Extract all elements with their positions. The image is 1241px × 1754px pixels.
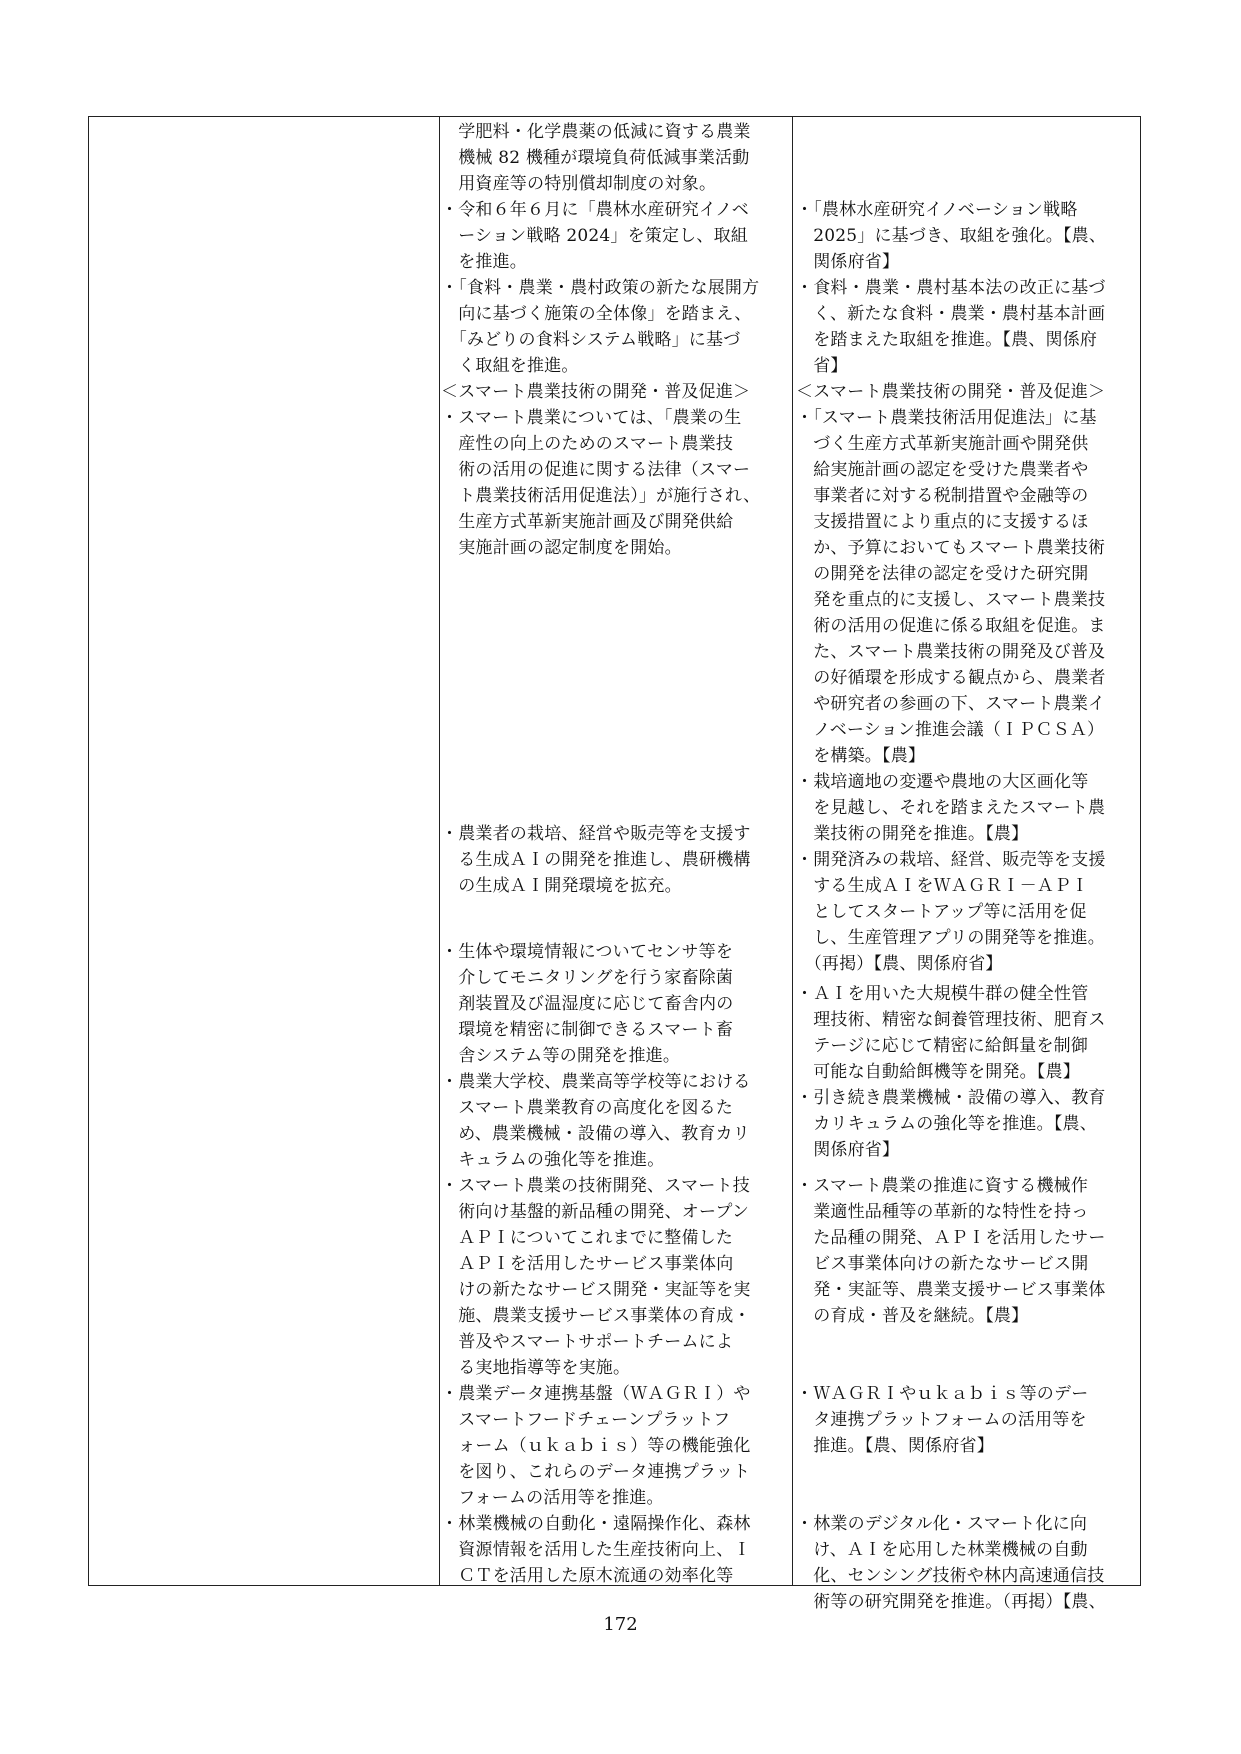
text-line: 術の活用の促進に関する法律（スマー xyxy=(441,460,751,480)
text-line: ・ＡＩを用いた大規模牛群の健全性管 xyxy=(796,984,1089,1004)
text-line: カリキュラムの強化等を推進。【農、 xyxy=(796,1114,1097,1134)
text-line: を推進。 xyxy=(441,252,527,272)
text-line: く取組を推進。 xyxy=(441,356,579,376)
text-line: 省】 xyxy=(796,356,848,376)
text-line: 学肥料・化学農薬の低減に資する農業 xyxy=(441,122,751,142)
text-line: ビス事業体向けの新たなサービス開 xyxy=(796,1254,1089,1274)
text-line: 剤装置及び温湿度に応じて畜舎内の xyxy=(441,994,734,1014)
text-line: 理技術、精密な飼養管理技術、肥育ス xyxy=(796,1010,1106,1030)
text-line: 術の活用の促進に係る取組を促進。ま xyxy=(796,616,1106,636)
text-line: 普及やスマートサポートチームによ xyxy=(441,1332,734,1352)
text-line: た、スマート農業技術の開発及び普及 xyxy=(796,642,1106,662)
text-line: た品種の開発、ＡＰＩを活用したサー xyxy=(796,1228,1106,1248)
text-line: 「みどりの食料システム戦略」に基づ xyxy=(441,330,741,350)
text-line: 向に基づく施策の全体像」を踏まえ、 xyxy=(441,304,752,324)
text-line: め、農業機械・設備の導入、教育カリ xyxy=(441,1124,750,1144)
page-number: 172 xyxy=(603,1614,638,1635)
text-line: 業技術の開発を推進。【農】 xyxy=(796,824,1029,844)
text-line: 実施計画の認定制度を開始。 xyxy=(441,538,682,558)
text-line: 業適性品種等の革新的な特性を持っ xyxy=(796,1202,1089,1222)
text-line: 給実施計画の認定を受けた農業者や xyxy=(796,460,1089,480)
column-divider xyxy=(439,117,440,1585)
text-line: か、予算においてもスマート農業技術 xyxy=(796,538,1106,558)
text-line: ノベーション推進会議（ＩＰＣＳＡ） xyxy=(796,720,1105,740)
text-line: く、新たな食料・農業・農村基本計画 xyxy=(796,304,1106,324)
text-line: ・農業大学校、農業高等学校等における xyxy=(441,1072,751,1092)
text-line: ・「スマート農業技術活用促進法」に基 xyxy=(796,408,1097,428)
text-line: を見越し、それを踏まえたスマート農 xyxy=(796,798,1106,818)
text-line: ・スマート農業については、「農業の生 xyxy=(441,408,742,428)
text-line: ・開発済みの栽培、経営、販売等を支援 xyxy=(796,850,1106,870)
text-line: ト農業技術活用促進法）」が施行され、 xyxy=(441,486,761,506)
text-line: 発・実証等、農業支援サービス事業体 xyxy=(796,1280,1106,1300)
text-line: ・ＷＡＧＲＩやｕｋａｂｉｓ等のデー xyxy=(796,1384,1089,1404)
text-line: を構築。【農】 xyxy=(796,746,926,766)
text-line: 環境を精密に制御できるスマート畜 xyxy=(441,1020,734,1040)
text-line: スマート農業教育の高度化を図るた xyxy=(441,1098,734,1118)
text-line: キュラムの強化等を推進。 xyxy=(441,1150,665,1170)
text-line: や研究者の参画の下、スマート農業イ xyxy=(796,694,1106,714)
text-line: ・生体や環境情報についてセンサ等を xyxy=(441,942,734,962)
text-line: 産性の向上のためのスマート農業技 xyxy=(441,434,734,454)
text-line: 発を重点的に支援し、スマート農業技 xyxy=(796,590,1106,610)
text-line: 事業者に対する税制措置や金融等の xyxy=(796,486,1089,506)
text-line: 介してモニタリングを行う家畜除菌 xyxy=(441,968,734,988)
text-line: ・農業者の栽培、経営や販売等を支援す xyxy=(441,824,751,844)
text-line: し、生産管理アプリの開発等を推進。 xyxy=(796,928,1105,948)
text-line: ォーム（ｕｋａｂｉｓ）等の機能強化 xyxy=(441,1436,751,1456)
text-line: け、ＡＩを応用した林業機械の自動 xyxy=(796,1540,1088,1560)
text-line: 術向け基盤的新品種の開発、オープン xyxy=(441,1202,750,1222)
text-line: 機械 82 機種が環境負荷低減事業活動 xyxy=(441,148,750,168)
text-line: 関係府省】 xyxy=(796,252,900,272)
text-line: の開発を法律の認定を受けた研究開 xyxy=(796,564,1089,584)
text-line: 支援措置により重点的に支援するほ xyxy=(796,512,1089,532)
text-line: する生成ＡＩをＷＡＧＲＩ－ＡＰＩ xyxy=(796,876,1089,896)
text-line: ーション戦略 2024」を策定し、取組 xyxy=(441,226,748,246)
document-table xyxy=(88,116,1141,1612)
text-line: ＣＴを活用した原木流通の効率化等 xyxy=(441,1566,734,1586)
text-line: ・スマート農業の技術開発、スマート技 xyxy=(441,1176,750,1196)
text-line: の育成・普及を継続。【農】 xyxy=(796,1306,1029,1326)
text-line: テージに応じて精密に給餌量を制御 xyxy=(796,1036,1089,1056)
text-line: 生産方式革新実施計画及び開発供給 xyxy=(441,512,734,532)
text-line: ＜スマート農業技術の開発・普及促進＞ xyxy=(441,382,751,402)
text-line: スマートフードチェーンプラットフ xyxy=(441,1410,731,1430)
text-line: 化、センシング技術や林内高速通信技 xyxy=(796,1566,1105,1586)
text-line: フォームの活用等を推進。 xyxy=(441,1488,664,1508)
text-line: ・栽培適地の変遷や農地の大区画化等 xyxy=(796,772,1089,792)
text-line: る実地指導等を実施。 xyxy=(441,1358,631,1378)
text-line: 2025」に基づき、取組を強化。【農、 xyxy=(796,226,1107,246)
text-line: 関係府省】 xyxy=(796,1140,900,1160)
text-line: ＡＰＩを活用したサービス事業体向 xyxy=(441,1254,734,1274)
text-line: 施、農業支援サービス事業体の育成・ xyxy=(441,1306,751,1326)
text-line: を図り、これらのデータ連携プラット xyxy=(441,1462,751,1482)
text-line: タ連携プラットフォームの活用等を xyxy=(796,1410,1087,1430)
text-line: ・「農林水産研究イノベーション戦略 xyxy=(796,200,1078,220)
text-line: づく生産方式革新実施計画や開発供 xyxy=(796,434,1089,454)
text-line: の生成ＡＩ開発環境を拡充。 xyxy=(441,876,682,896)
text-line: る生成ＡＩの開発を推進し、農研機構 xyxy=(441,850,751,870)
text-line: 可能な自動給餌機等を開発。【農】 xyxy=(796,1062,1080,1082)
text-line: 用資産等の特別償却制度の対象。 xyxy=(441,174,717,194)
text-line: ・スマート農業の推進に資する機械作 xyxy=(796,1176,1089,1196)
text-line: ＜スマート農業技術の開発・普及促進＞ xyxy=(796,382,1106,402)
text-line: ・農業データ連携基盤（ＷＡＧＲＩ）や xyxy=(441,1384,751,1404)
text-line: 推進。【農、関係府省】 xyxy=(796,1436,994,1456)
text-line: としてスタートアップ等に活用を促 xyxy=(796,902,1087,922)
text-line: ・「食料・農業・農村政策の新たな展開方 xyxy=(441,278,760,298)
text-line: （再掲）【農、関係府省】 xyxy=(796,954,1003,974)
text-line: ・令和６年６月に「農林水産研究イノベ xyxy=(441,200,749,220)
text-line: 資源情報を活用した生産技術向上、Ｉ xyxy=(441,1540,751,1560)
column-divider xyxy=(792,117,793,1585)
text-line: ・食料・農業・農村基本法の改正に基づ xyxy=(796,278,1106,298)
text-line: 舎システム等の開発を推進。 xyxy=(441,1046,681,1066)
text-line: ＡＰＩについてこれまでに整備した xyxy=(441,1228,734,1248)
text-line: けの新たなサービス開発・実証等を実 xyxy=(441,1280,751,1300)
text-line: 術等の研究開発を推進。（再掲）【農、 xyxy=(796,1592,1106,1612)
text-line: ・林業のデジタル化・スマート化に向 xyxy=(796,1514,1088,1534)
text-line: ・林業機械の自動化・遠隔操作化、森林 xyxy=(441,1514,751,1534)
text-line: の好循環を形成する観点から、農業者 xyxy=(796,668,1106,688)
text-line: を踏まえた取組を推進。【農、関係府 xyxy=(796,330,1098,350)
text-line: ・引き続き農業機械・設備の導入、教育 xyxy=(796,1088,1106,1108)
